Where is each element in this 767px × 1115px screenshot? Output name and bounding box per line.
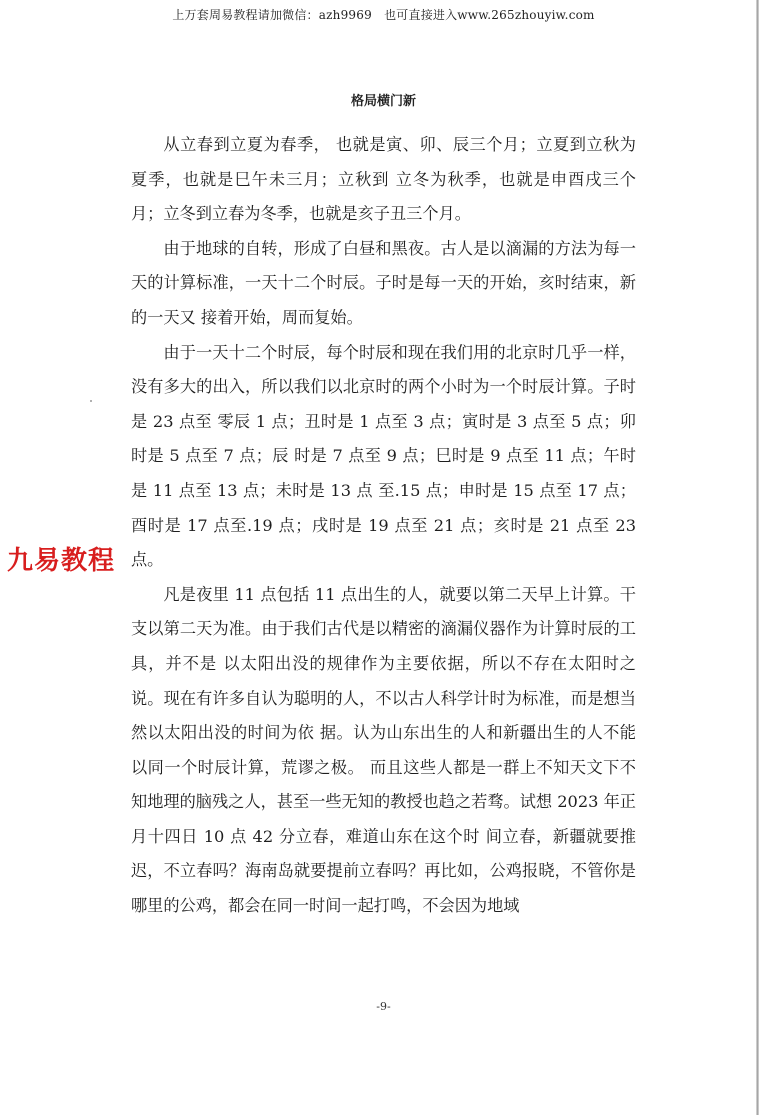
paragraph-day-night: 由于地球的自转，形成了白昼和黑夜。古人是以滴漏的方法为每一天的计算标准，一天十二个时辰。子时是每一天的开始，亥时结束，新的一天又 接着开始，周而复始。 (131, 238, 636, 327)
top-banner: 上万套周易教程请加微信：azh9969 也可直接进入www.265zhouyiw.com (172, 8, 595, 22)
paragraph-seasons: 从立春到立夏为春季， 也就是寅、卯、辰三个月；立夏到立秋为夏季，也就是巳午未三月；立秋到 立冬为秋季，也就是申酉戌三个月；立冬到立春为冬季，也就是亥子丑三个月。 (131, 135, 636, 224)
scan-edge-divider (756, 0, 759, 1115)
scan-speck (90, 400, 92, 402)
page-number: -9- (376, 1000, 391, 1013)
document-title: 格局横门新 (350, 94, 416, 109)
watermark-logo: 九易教程 (7, 546, 116, 576)
document-body (131, 128, 636, 924)
paragraph-hours: 由于一天十二个时辰，每个时辰和现在我们用的北京时几乎一样，没有多大的出入，所以我们以北京时的两个小时为一个时辰计算。子时是 23 点至 零辰 1 点；丑时是 1 点至 3 点；寅时是 3 点至 5 点；卯时是 5 点至 7 点；辰 时是 7 点至 9 点；巳时是 9 点至 11 点；午时是 11 点至 13 点；未时是 13 点 至.15 点；申时是 15 点至 17 点；酉时是 17 点至.19 点；戌时是 19 点至 21 点；亥时是 21 点至 23 点。 (131, 342, 636, 570)
paragraph-night-birth: 凡是夜里 11 点包括 11 点出生的人，就要以第二天早上计算。干支以第二天为准。由于我们古代是以精密的滴漏仪器作为计算时辰的工具，并不是 以太阳出没的规律作为主要依据，所以不存在太阳时之说。现在有许多自认为聪明的人，不以古人科学计时为标准，而是想当然以太阳出没的时间为依 据。认为山东出生的人和新疆出生的人不能以同一个时辰计算，荒谬之极。 而且这些人都是一群上不知天文下不知地理的脑残之人，甚至一些无知的教授也趋之若骛。试想 2023 年正月十四日 10 点 42 分立春，难道山东在这个时 间立春，新疆就要推迟，不立春吗？海南岛就要提前立春吗？再比如，公鸡报晓，不管你是哪里的公鸡，都会在同一时间一起打鸣，不会因为地域 (131, 584, 636, 916)
